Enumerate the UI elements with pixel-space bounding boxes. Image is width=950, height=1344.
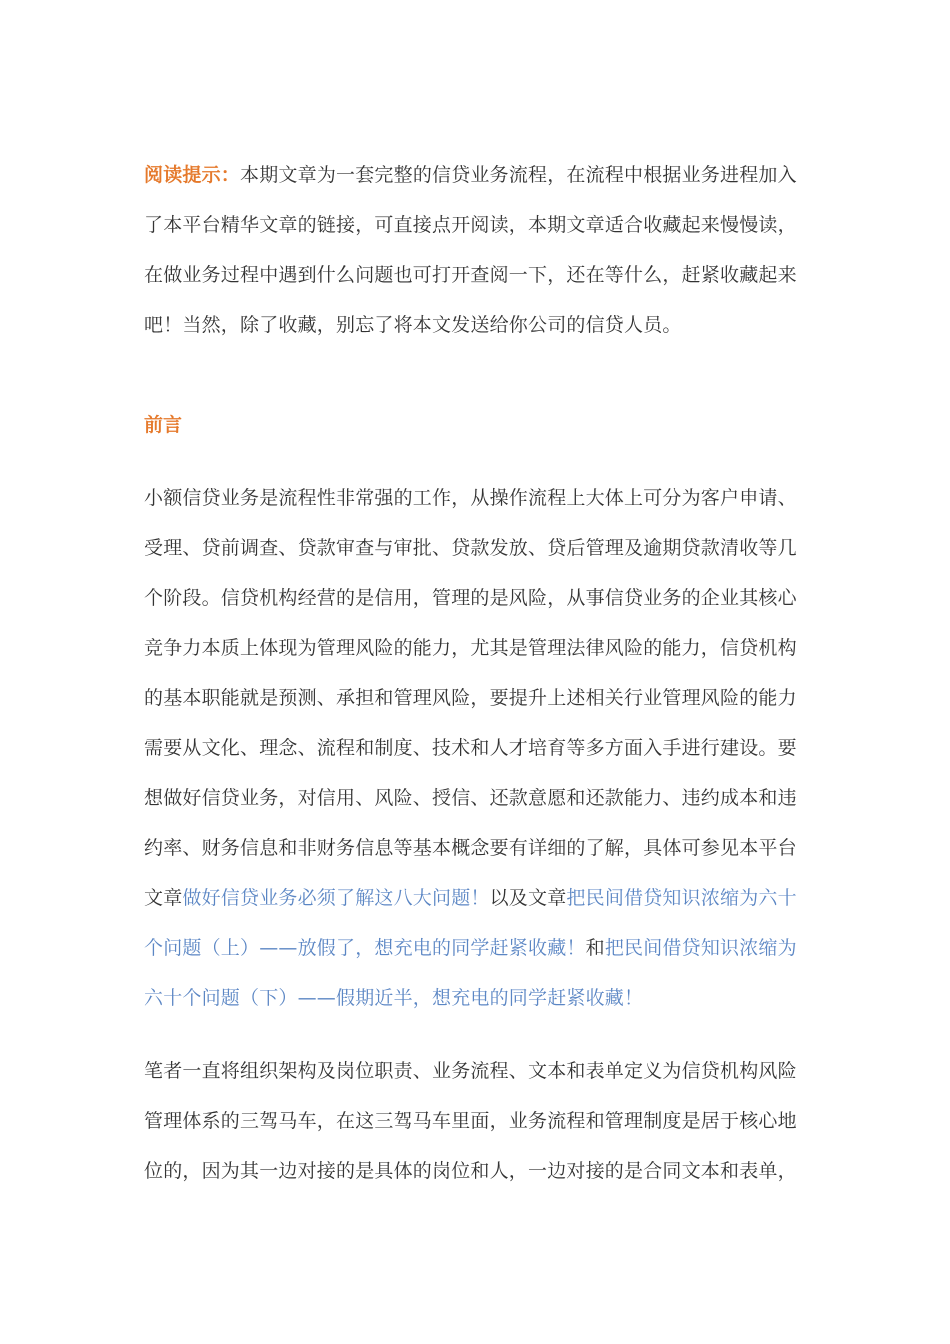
reading-hint-paragraph [144, 150, 804, 350]
article-link-sixty-questions-part1[interactable]: 把民间借贷知识浓缩为六十个问题（上）——放假了，想充电的同学赶紧收藏！ [144, 887, 797, 959]
preface-heading: 前言 [144, 414, 183, 436]
reading-hint-label: 阅读提示： [144, 164, 241, 186]
preface-paragraph-1 [144, 473, 804, 1023]
preface-paragraph-1-text: 小额信贷业务是流程性非常强的工作，从操作流程上大体上可分为客户申请、受理、贷前调查、贷款审查与审批、贷款发放、贷后管理及逾期贷款清收等几个阶段。信贷机构经营的是信用，管理的是风险，从事信贷业务的企业其核心竞争力本质上体现为管理风险的能力，尤其是管理法律风险的能力，信贷机构的基本职能就是预测、承担和管理风险，要提升上述相关行业管理风险的能力需要从文化、理念、流程和制度、技术和人才培育等多方面入手进行建设。要想做好信贷业务，对信用、风险、授信、还款意愿和还款能力、违约成本和违约率、财务信息和非财务信息等基本概念要有详细的了解，具体可参见本平台文章 [144, 487, 797, 909]
article-link-eight-questions[interactable]: 做好信贷业务必须了解这八大问题！ [182, 887, 490, 909]
connector-text-1: 以及文章 [489, 887, 567, 909]
preface-paragraph-2: 笔者一直将组织架构及岗位职责、业务流程、文本和表单定义为信贷机构风险管理体系的三驾马车，在这三驾马车里面，业务流程和管理制度是居于核心地位的，因为其一边对接的是具体的岗位和人，一边对接的是合同文本和表单， [144, 1060, 797, 1182]
reading-hint-text: 本期文章为一套完整的信贷业务流程，在流程中根据业务进程加入了本平台精华文章的链接，可直接点开阅读，本期文章适合收藏起来慢慢读，在做业务过程中遇到什么问题也可打开查阅一下，还在等什么，赶紧收藏起来吧！当然，除了收藏，别忘了将本文发送给你公司的信贷人员。 [144, 164, 797, 336]
connector-text-2: 和 [585, 937, 605, 959]
article-link-sixty-questions-part2[interactable]: 把民间借贷知识浓缩为六十个问题（下）——假期近半，想充电的同学赶紧收藏！ [144, 937, 797, 1009]
